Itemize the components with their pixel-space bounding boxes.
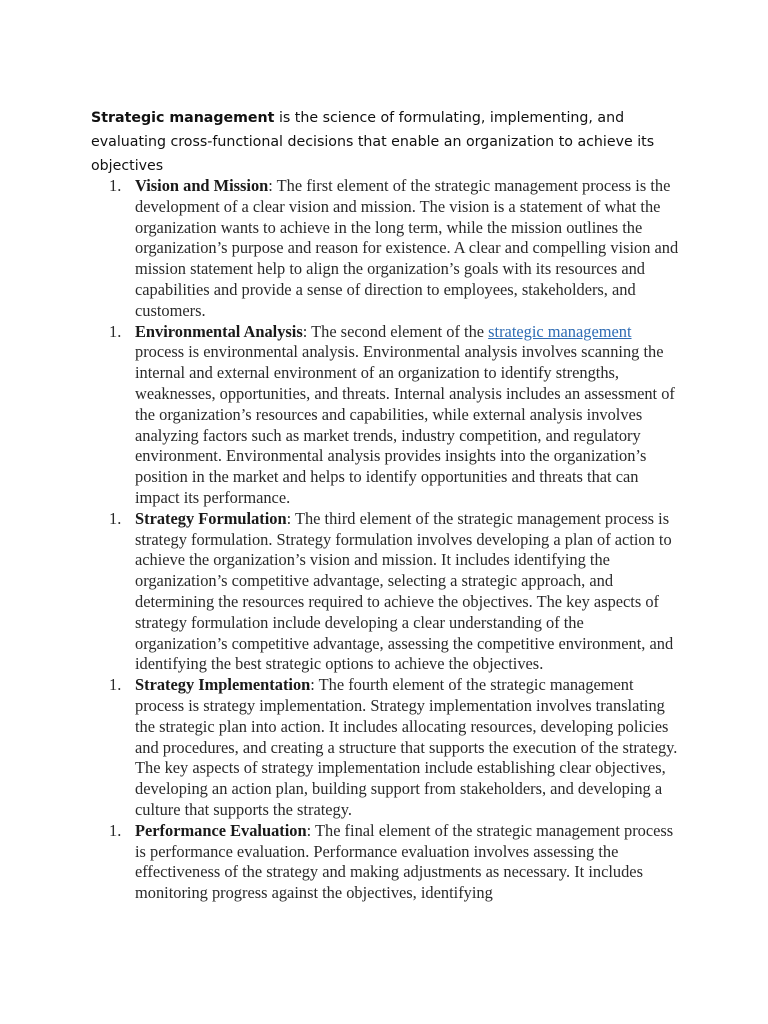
item-title: Strategy Implementation xyxy=(135,675,311,695)
item-title: Performance Evaluation xyxy=(135,820,307,840)
item-body: : The third element of the strategic management process is strategy formulation. Strategy formulation involves developing a plan of action to achieve the organization’s vision and mission. It includes identifying the organization’s competitive advantage, selecting a strategic approach, and determining the resources required to achieve the objectives. The key aspects of strategy formulation include developing a clear understanding of the organization’s competitive advantage, assessing the competitive environment, and identifying the best strategic options to achieve the objectives. xyxy=(135,508,674,674)
item-body: : The fourth element of the strategic management process is strategy implementation. Strategy implementation involves translating the strategic plan into action. It includes allocating resources, developing policies and procedures, and creating a structure that supports the execution of the strategy. The key aspects of strategy implementation include establishing clear objectives, developing an action plan, building support from stakeholders, and developing a culture that supports the strategy. xyxy=(135,675,678,819)
item-title: Strategy Formulation xyxy=(135,508,287,528)
item-title: Environmental Analysis xyxy=(135,321,303,341)
list-number: 1. xyxy=(109,176,122,195)
intro-term: Strategic management xyxy=(91,110,275,127)
item-body: : The first element of the strategic management process is the development of a clear vision and mission. The vision is a statement of what the organization wants to achieve in the long term, while the mission outlines the organization’s purpose and reason for existence. A clear and compelling vision and mission statement help to align the organization’s goals with its resources and capabilities and provide a sense of direction to employees, stakeholders, and customers. xyxy=(135,176,679,320)
intro-paragraph xyxy=(91,106,691,178)
list-item-vision-mission xyxy=(109,176,680,322)
list-item-strategy-implementation xyxy=(109,675,680,821)
item-body-lead: : The second element of the xyxy=(302,321,489,341)
item-body: process is environmental analysis. Environmental analysis involves scanning the internal and external environment of an organization to identify strengths, weaknesses, opportunities, and threats. Internal analysis includes an assessment of the organization’s resources and capabilities, while external analysis involves analyzing factors such as market trends, industry competition, and regulatory environment. Environmental analysis provides insights into the organization’s position in the market and helps to identify opportunities and threats that can impact its performance. xyxy=(135,342,675,507)
intro-text: is the science of formulating, implementing, and evaluating cross-functional decisions that enable an organization to achieve its objectives xyxy=(91,110,655,175)
list-number: 1. xyxy=(109,321,122,341)
item-title: Vision and Mission xyxy=(135,176,269,195)
strategic-management-link[interactable]: strategic management xyxy=(488,321,632,341)
list-number: 1. xyxy=(109,508,122,528)
item-body: : The final element of the strategic management process is performance evaluation. Performance evaluation involves assessing the effectiveness of the strategy and making adjustments as necessary. It includes monitoring progress against the objectives, identifying xyxy=(135,820,674,903)
list-item-strategy-formulation xyxy=(109,508,680,675)
list-number: 1. xyxy=(109,675,122,695)
list-item-environmental-analysis xyxy=(109,321,680,509)
element-list xyxy=(109,176,680,904)
list-item-performance-evaluation xyxy=(109,820,680,904)
list-number: 1. xyxy=(109,820,122,840)
